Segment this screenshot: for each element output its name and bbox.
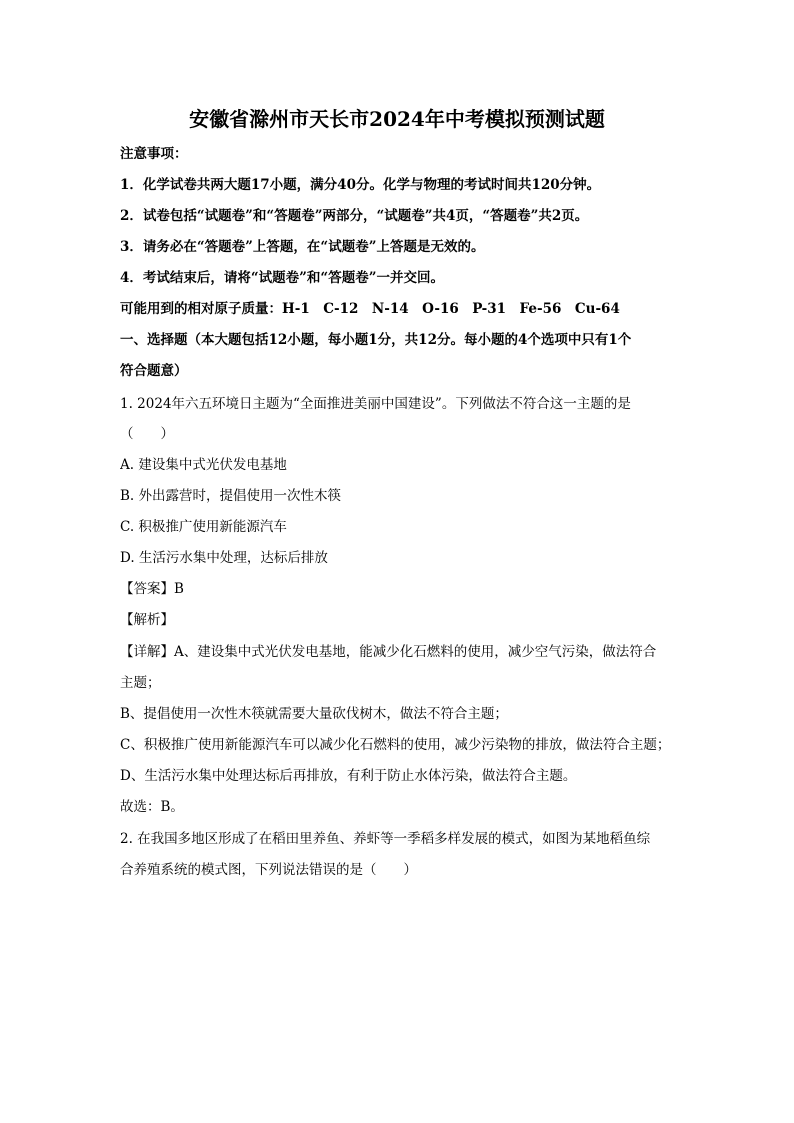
answer: 【答案】B <box>120 581 184 597</box>
page-title: 安徽省滁州市天长市2024年中考模拟预测试题 <box>189 107 605 131</box>
note-item: 2．试卷包括“试题卷”和“答题卷”两部分，“试题卷”共4页，“答题卷”共2页。 <box>120 208 589 224</box>
notes-heading: 注意事项： <box>120 146 188 162</box>
option-c: C. 积极推广使用新能源汽车 <box>120 519 287 535</box>
note-item: 3．请务必在“答题卷”上答题，在“试题卷”上答题是无效的。 <box>120 239 485 255</box>
detail-a-continued: 主题； <box>120 675 161 691</box>
note-item: 4．考试结束后，请将“试题卷”和“答题卷”一并交回。 <box>120 270 444 286</box>
note-item: 1．化学试卷共两大题17小题，满分40分。化学与物理的考试时间共120分钟。 <box>120 177 601 193</box>
question-2-stem-continued: 合养殖系统的模式图，下列说法错误的是（ ） <box>120 862 417 878</box>
detail-a: 【详解】A、建设集中式光伏发电基地，能减少化石燃料的使用，减少空气污染，做法符合 <box>120 644 657 660</box>
analysis-heading: 【解析】 <box>120 612 174 628</box>
conclusion: 故选：B。 <box>120 799 184 815</box>
option-d: D. 生活污水集中处理，达标后排放 <box>120 550 328 566</box>
detail-b: B、提倡使用一次性木筷就需要大量砍伐树木，做法不符合主题； <box>120 706 508 722</box>
question-2-stem: 2. 在我国多地区形成了在稻田里养鱼、养虾等一季稻多样发展的模式，如图为某地稻鱼综 <box>120 831 651 847</box>
option-a: A. 建设集中式光伏发电基地 <box>120 457 287 473</box>
question-1-stem-blank: （ ） <box>120 426 174 442</box>
option-b: B. 外出露营时，提倡使用一次性木筷 <box>120 488 342 504</box>
question-1-stem: 1. 2024年六五环境日主题为“全面推进美丽中国建设”。下列做法不符合这一主题的是 <box>120 396 631 412</box>
atomic-masses: 可能用到的相对原子质量：H-1 C-12 N-14 O-16 P-31 Fe-56 Cu-64 <box>120 301 620 317</box>
detail-c: C、积极推广使用新能源汽车可以减少化石燃料的使用，减少污染物的排放，做法符合主题； <box>120 737 671 753</box>
section-heading: 一、选择题（本大题包括12小题，每小题1分，共12分。每小题的4个选项中只有1个 <box>120 332 632 348</box>
section-heading-continued: 符合题意） <box>120 363 188 379</box>
detail-d: D、生活污水集中处理达标后再排放，有利于防止水体污染，做法符合主题。 <box>120 768 577 784</box>
